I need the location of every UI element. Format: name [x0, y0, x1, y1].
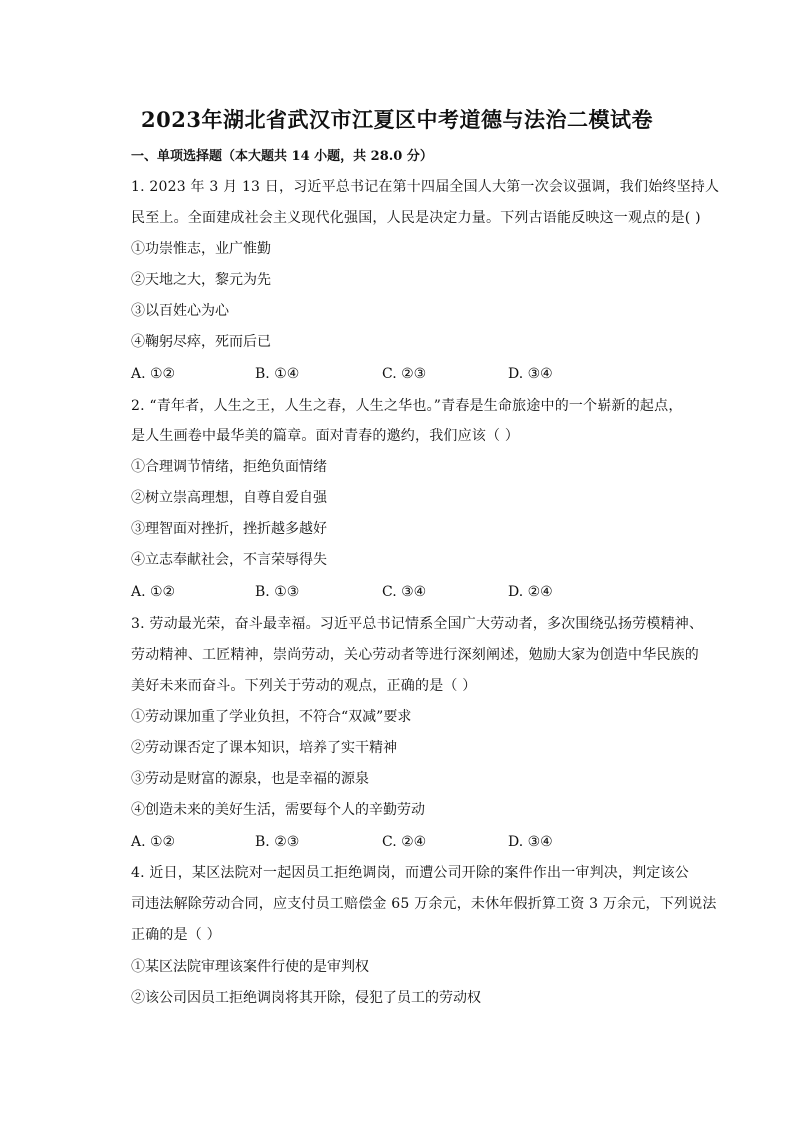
- question-1-statement-2: ②天地之大，黎元为先: [131, 272, 271, 288]
- question-4-line-1: 4. 近日，某区法院对一起因员工拒绝调岗，而遭公司开除的案件作出一审判决，判定该公: [131, 865, 690, 881]
- question-2-statement-1: ①合理调节情绪，拒绝负面情绪: [131, 459, 327, 475]
- question-3-option-d: D. ③④: [508, 834, 553, 850]
- section-heading: 一、单项选择题（本大题共 14 小题，共 28.0 分）: [131, 149, 433, 164]
- question-1-line-1: 1. 2023 年 3 月 13 日，习近平总书记在第十四届全国人大第一次会议强调，我们始终坚持人: [131, 179, 720, 195]
- question-2-option-b: B. ①③: [255, 584, 300, 600]
- question-2-option-c: C. ③④: [382, 584, 427, 600]
- question-2-statement-4: ④立志奉献社会，不言荣辱得失: [131, 552, 327, 568]
- question-1-statement-1: ①功崇惟志，业广惟勤: [131, 241, 271, 257]
- question-2-option-a: A. ①②: [131, 584, 176, 600]
- question-1-statement-3: ③以百姓心为心: [131, 303, 229, 319]
- question-2-statement-2: ②树立崇高理想，自尊自爱自强: [131, 490, 327, 506]
- question-1-line-2: 民至上。全面建成社会主义现代化强国，人民是决定力量。下列古语能反映这一观点的是( ): [131, 210, 701, 226]
- question-4-statement-2: ②该公司因员工拒绝调岗将其开除，侵犯了员工的劳动权: [131, 990, 481, 1006]
- question-3-statement-1: ①劳动课加重了学业负担，不符合“双减”要求: [131, 709, 412, 725]
- question-3-statement-3: ③劳动是财富的源泉，也是幸福的源泉: [131, 771, 369, 787]
- question-3-statement-2: ②劳动课否定了课本知识，培养了实干精神: [131, 740, 397, 756]
- question-4-line-3: 正确的是（ ）: [131, 927, 221, 943]
- question-1-option-a: A. ①②: [131, 366, 176, 382]
- question-4-line-2: 司违法解除劳动合同，应支付员工赔偿金 65 万余元，未休年假折算工资 3 万余元，下列说法: [131, 896, 717, 912]
- question-3-option-c: C. ②④: [382, 834, 427, 850]
- question-1-option-b: B. ①④: [255, 366, 300, 382]
- question-3-line-1: 3. 劳动最光荣，奋斗最幸福。习近平总书记情系全国广大劳动者，多次围绕弘扬劳模精神、: [131, 616, 704, 632]
- question-3-line-3: 美好未来而奋斗。下列关于劳动的观点，正确的是（ ）: [131, 678, 477, 694]
- question-2-option-d: D. ②④: [508, 584, 553, 600]
- exam-title: 2023年湖北省武汉市江夏区中考道德与法治二模试卷: [141, 107, 653, 132]
- question-2-statement-3: ③理智面对挫折，挫折越多越好: [131, 521, 327, 537]
- question-3-line-2: 劳动精神、工匠精神，崇尚劳动，关心劳动者等进行深刻阐述，勉励大家为创造中华民族的: [131, 647, 699, 663]
- question-3-statement-4: ④创造未来的美好生活，需要每个人的辛勤劳动: [131, 802, 425, 818]
- question-3-option-a: A. ①②: [131, 834, 176, 850]
- question-2-line-2: 是人生画卷中最华美的篇章。面对青春的邀约，我们应该（ ）: [131, 428, 520, 444]
- question-1-statement-4: ④鞠躬尽瘁，死而后已: [131, 334, 271, 350]
- question-1-option-d: D. ③④: [508, 366, 553, 382]
- question-2-line-1: 2. “青年者，人生之王，人生之春，人生之华也。”青春是生命旅途中的一个崭新的起点，: [131, 398, 683, 414]
- question-1-option-c: C. ②③: [382, 366, 427, 382]
- question-3-option-b: B. ②③: [255, 834, 300, 850]
- question-4-statement-1: ①某区法院审理该案件行使的是审判权: [131, 959, 369, 975]
